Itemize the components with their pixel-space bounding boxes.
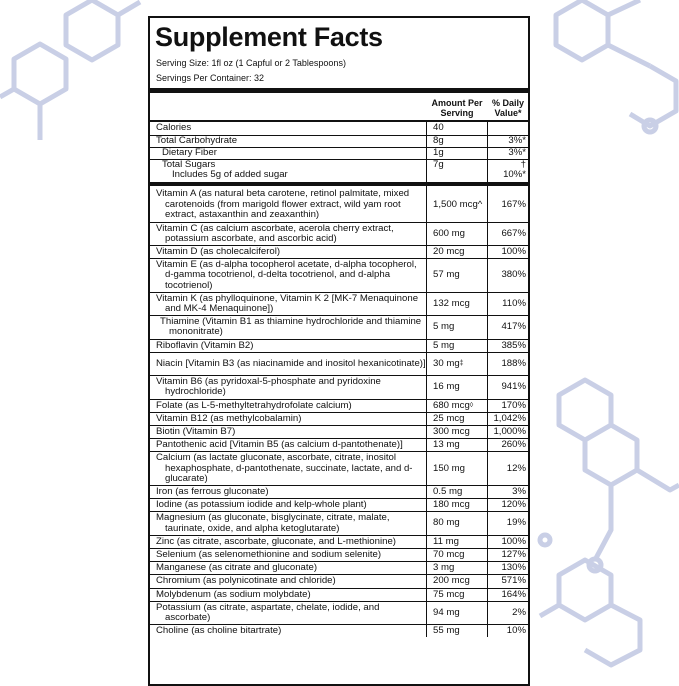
row-amount: 75 mcg xyxy=(433,588,465,600)
row-label: Niacin [Vitamin B3 (as niacinamide and inositol hexanicotinate)] xyxy=(156,357,426,369)
nutrient-row xyxy=(150,561,528,574)
nutrient-row xyxy=(150,222,528,245)
row-label: Selenium (as selenomethionine and sodium selenite) xyxy=(156,548,382,560)
row-amount: 200 mcg xyxy=(433,575,470,587)
row-amount: 25 mcg xyxy=(433,412,465,424)
column-separator xyxy=(426,122,427,182)
row-amount: 30 mg ‡ xyxy=(433,357,464,369)
row-amount: 150 mg xyxy=(433,462,465,474)
row-daily-value: 3%* xyxy=(508,146,526,158)
row-daily-value: 167% xyxy=(501,198,526,210)
row-daily-value: 1,042% xyxy=(493,412,526,424)
row-daily-value: 941% xyxy=(501,381,526,393)
nutrient-row xyxy=(150,375,528,398)
row-label: Thiamine (Vitamin B1 as thiamine hydrochloride and thiamine mononitrate) xyxy=(160,316,422,338)
row-amount: 16 mg xyxy=(433,381,460,393)
supplement-facts-panel xyxy=(148,16,530,686)
nutrient-row xyxy=(150,245,528,258)
row-label: Vitamin D (as cholecalciferol) xyxy=(156,245,281,257)
row-label: Molybdenum (as sodium molybdate) xyxy=(156,588,311,600)
row-label: Vitamin C (as calcium ascorbate, acerola cherry extract, potassium ascorbate, and ascorbic acid) xyxy=(156,222,394,244)
amount-column-header: Amount Per Serving xyxy=(431,98,483,118)
row-daily-value: 2% xyxy=(512,606,526,618)
header-divider xyxy=(150,120,528,122)
row-amount: 94 mg xyxy=(433,606,460,618)
row-daily-value: 100% xyxy=(501,535,526,547)
serving-size: Serving Size: 1fl oz (1 Capful or 2 Tablespoons) xyxy=(156,58,346,68)
row-amount: 3 mg xyxy=(433,562,455,574)
row-daily-value: 120% xyxy=(501,499,526,511)
row-amount: 13 mg xyxy=(433,439,460,451)
servings-per-container: Servings Per Container: 32 xyxy=(156,73,265,83)
row-daily-value: 12% xyxy=(506,462,526,474)
row-label: Vitamin E (as d-alpha tocopherol acetate, d-alpha tocopherol, d-gamma tocotrienol, d-delta tocotrienol, and d-alpha tocotrienol) xyxy=(156,259,417,291)
nutrient-row xyxy=(150,352,528,375)
dv-column-header: % Daily Value* xyxy=(491,98,524,118)
row-label: Vitamin B6 (as pyridoxal-5-phosphate and pyridoxine hydrochloride) xyxy=(156,376,381,398)
row-daily-value: 260% xyxy=(501,439,526,451)
row-label: Choline (as choline bitartrate) xyxy=(156,625,282,637)
nutrient-row xyxy=(150,315,528,338)
row-label: Folate (as L-5-methyltetrahydrofolate calcium) xyxy=(156,399,352,411)
row-label: Iron (as ferrous gluconate) xyxy=(156,485,269,497)
row-amount: 1,500 mcg^ xyxy=(433,198,483,210)
row-label: Manganese (as citrate and gluconate) xyxy=(156,562,318,574)
row-amount: 300 mcg xyxy=(433,425,470,437)
row-daily-value: 1,000% xyxy=(493,425,526,437)
row-daily-value: 19% xyxy=(506,517,526,529)
row-label: Zinc (as citrate, ascorbate, gluconate, and L-methionine) xyxy=(156,535,396,547)
row-amount: 0.5 mg xyxy=(433,485,463,497)
row-amount: 55 mg xyxy=(433,625,460,637)
row-daily-value xyxy=(489,123,526,134)
macro-row xyxy=(150,135,528,146)
row-daily-value: 10% xyxy=(506,625,526,637)
row-daily-value: 571% xyxy=(501,575,526,587)
row-daily-value: 130% xyxy=(501,562,526,574)
nutrient-row xyxy=(150,485,528,498)
nutrient-row xyxy=(150,258,528,292)
row-amount: 20 mcg xyxy=(433,245,465,257)
nutrient-row xyxy=(150,601,528,624)
row-daily-value: 164% xyxy=(501,588,526,600)
row-daily-value: † xyxy=(520,158,526,170)
nutrient-row xyxy=(150,292,528,315)
nutrient-row xyxy=(150,511,528,534)
column-separator xyxy=(487,186,488,637)
nutrient-row xyxy=(150,588,528,601)
nutrient-row xyxy=(150,548,528,561)
row-label: Potassium (as citrate, aspartate, chelate, iodide, and ascorbate) xyxy=(156,601,380,623)
row-amount: 57 mg xyxy=(433,269,460,281)
nutrient-row xyxy=(150,451,528,485)
row-label: Includes 5g of added sugar xyxy=(172,169,288,181)
row-label: Magnesium (as gluconate, bisglycinate, citrate, malate, taurinate, oxide, and alpha ketoglutarate) xyxy=(156,512,390,534)
row-daily-value: 385% xyxy=(501,339,526,351)
nutrient-row xyxy=(150,425,528,438)
row-amount: 132 mcg xyxy=(433,297,470,309)
panel-title: Supplement Facts xyxy=(155,22,383,52)
nutrient-row xyxy=(150,574,528,587)
nutrient-row xyxy=(150,624,528,637)
row-label: Iodine (as potassium iodide and kelp-whole plant) xyxy=(156,499,367,511)
row-daily-value: 417% xyxy=(501,321,526,333)
row-amount xyxy=(429,170,493,181)
macro-row xyxy=(150,147,528,158)
row-amount: 5 mg xyxy=(433,339,455,351)
row-daily-value: 188% xyxy=(501,357,526,369)
row-label: Vitamin K (as phylloquinone, Vitamin K 2 [MK-7 Menaquinone and MK-4 Menaquinone]) xyxy=(156,292,419,314)
row-amount: 1g xyxy=(433,146,444,158)
macro-row xyxy=(150,159,528,170)
column-separator xyxy=(487,122,488,182)
row-amount: 5 mg xyxy=(433,321,455,333)
thick-divider xyxy=(150,88,528,93)
nutrient-row xyxy=(150,438,528,451)
row-daily-value: 10%* xyxy=(503,169,526,181)
row-amount: 40 xyxy=(433,122,444,134)
row-amount: 7g xyxy=(433,158,444,170)
row-label: Total Carbohydrate xyxy=(156,134,238,146)
row-amount: 180 mcg xyxy=(433,499,470,511)
row-label: Dietary Fiber xyxy=(162,146,217,158)
row-amount: 80 mg xyxy=(433,517,460,529)
row-label: Pantothenic acid [Vitamin B5 (as calcium d-pantothenate)] xyxy=(156,439,403,451)
macro-row xyxy=(150,170,528,181)
row-daily-value: 667% xyxy=(501,227,526,239)
macro-divider xyxy=(150,182,528,186)
nutrient-row xyxy=(150,535,528,548)
nutrient-row xyxy=(150,498,528,511)
row-label: Biotin (Vitamin B7) xyxy=(156,425,236,437)
nutrient-row xyxy=(150,399,528,412)
column-separator xyxy=(426,186,427,637)
nutrient-row xyxy=(150,188,528,222)
row-amount: 70 mcg xyxy=(433,548,465,560)
row-amount: 680 mcg ◊ xyxy=(433,399,474,411)
row-amount: 11 mg xyxy=(433,535,459,547)
row-label: Vitamin A (as natural beta carotene, retinol palmitate, mixed carotenoids (from marigold flower extract, wild yam root extract, astaxanthin and zeaxanthin) xyxy=(156,188,410,220)
row-label: Calcium (as lactate gluconate, ascorbate, citrate, inositol hexaphosphate, d-pantothenate, succinate, lactate, and d-glucarate) xyxy=(156,452,413,484)
row-daily-value: 3% xyxy=(512,485,526,497)
row-daily-value: 170% xyxy=(501,399,526,411)
row-label: Calories xyxy=(156,122,192,134)
nutrient-row xyxy=(150,339,528,352)
row-label: Riboflavin (Vitamin B2) xyxy=(156,339,254,351)
row-label: Total Sugars xyxy=(162,158,216,170)
row-label: Chromium (as polynicotinate and chloride) xyxy=(156,575,336,587)
row-amount: 8g xyxy=(433,134,444,146)
nutrient-row xyxy=(150,412,528,425)
row-daily-value: 3%* xyxy=(508,134,526,146)
row-daily-value: 380% xyxy=(501,269,526,281)
row-amount: 600 mg xyxy=(433,227,465,239)
row-daily-value: 110% xyxy=(502,297,526,309)
row-label: Vitamin B12 (as methylcobalamin) xyxy=(156,412,302,424)
row-daily-value: 127% xyxy=(501,548,526,560)
macro-row xyxy=(150,123,528,134)
row-daily-value: 100% xyxy=(501,245,526,257)
